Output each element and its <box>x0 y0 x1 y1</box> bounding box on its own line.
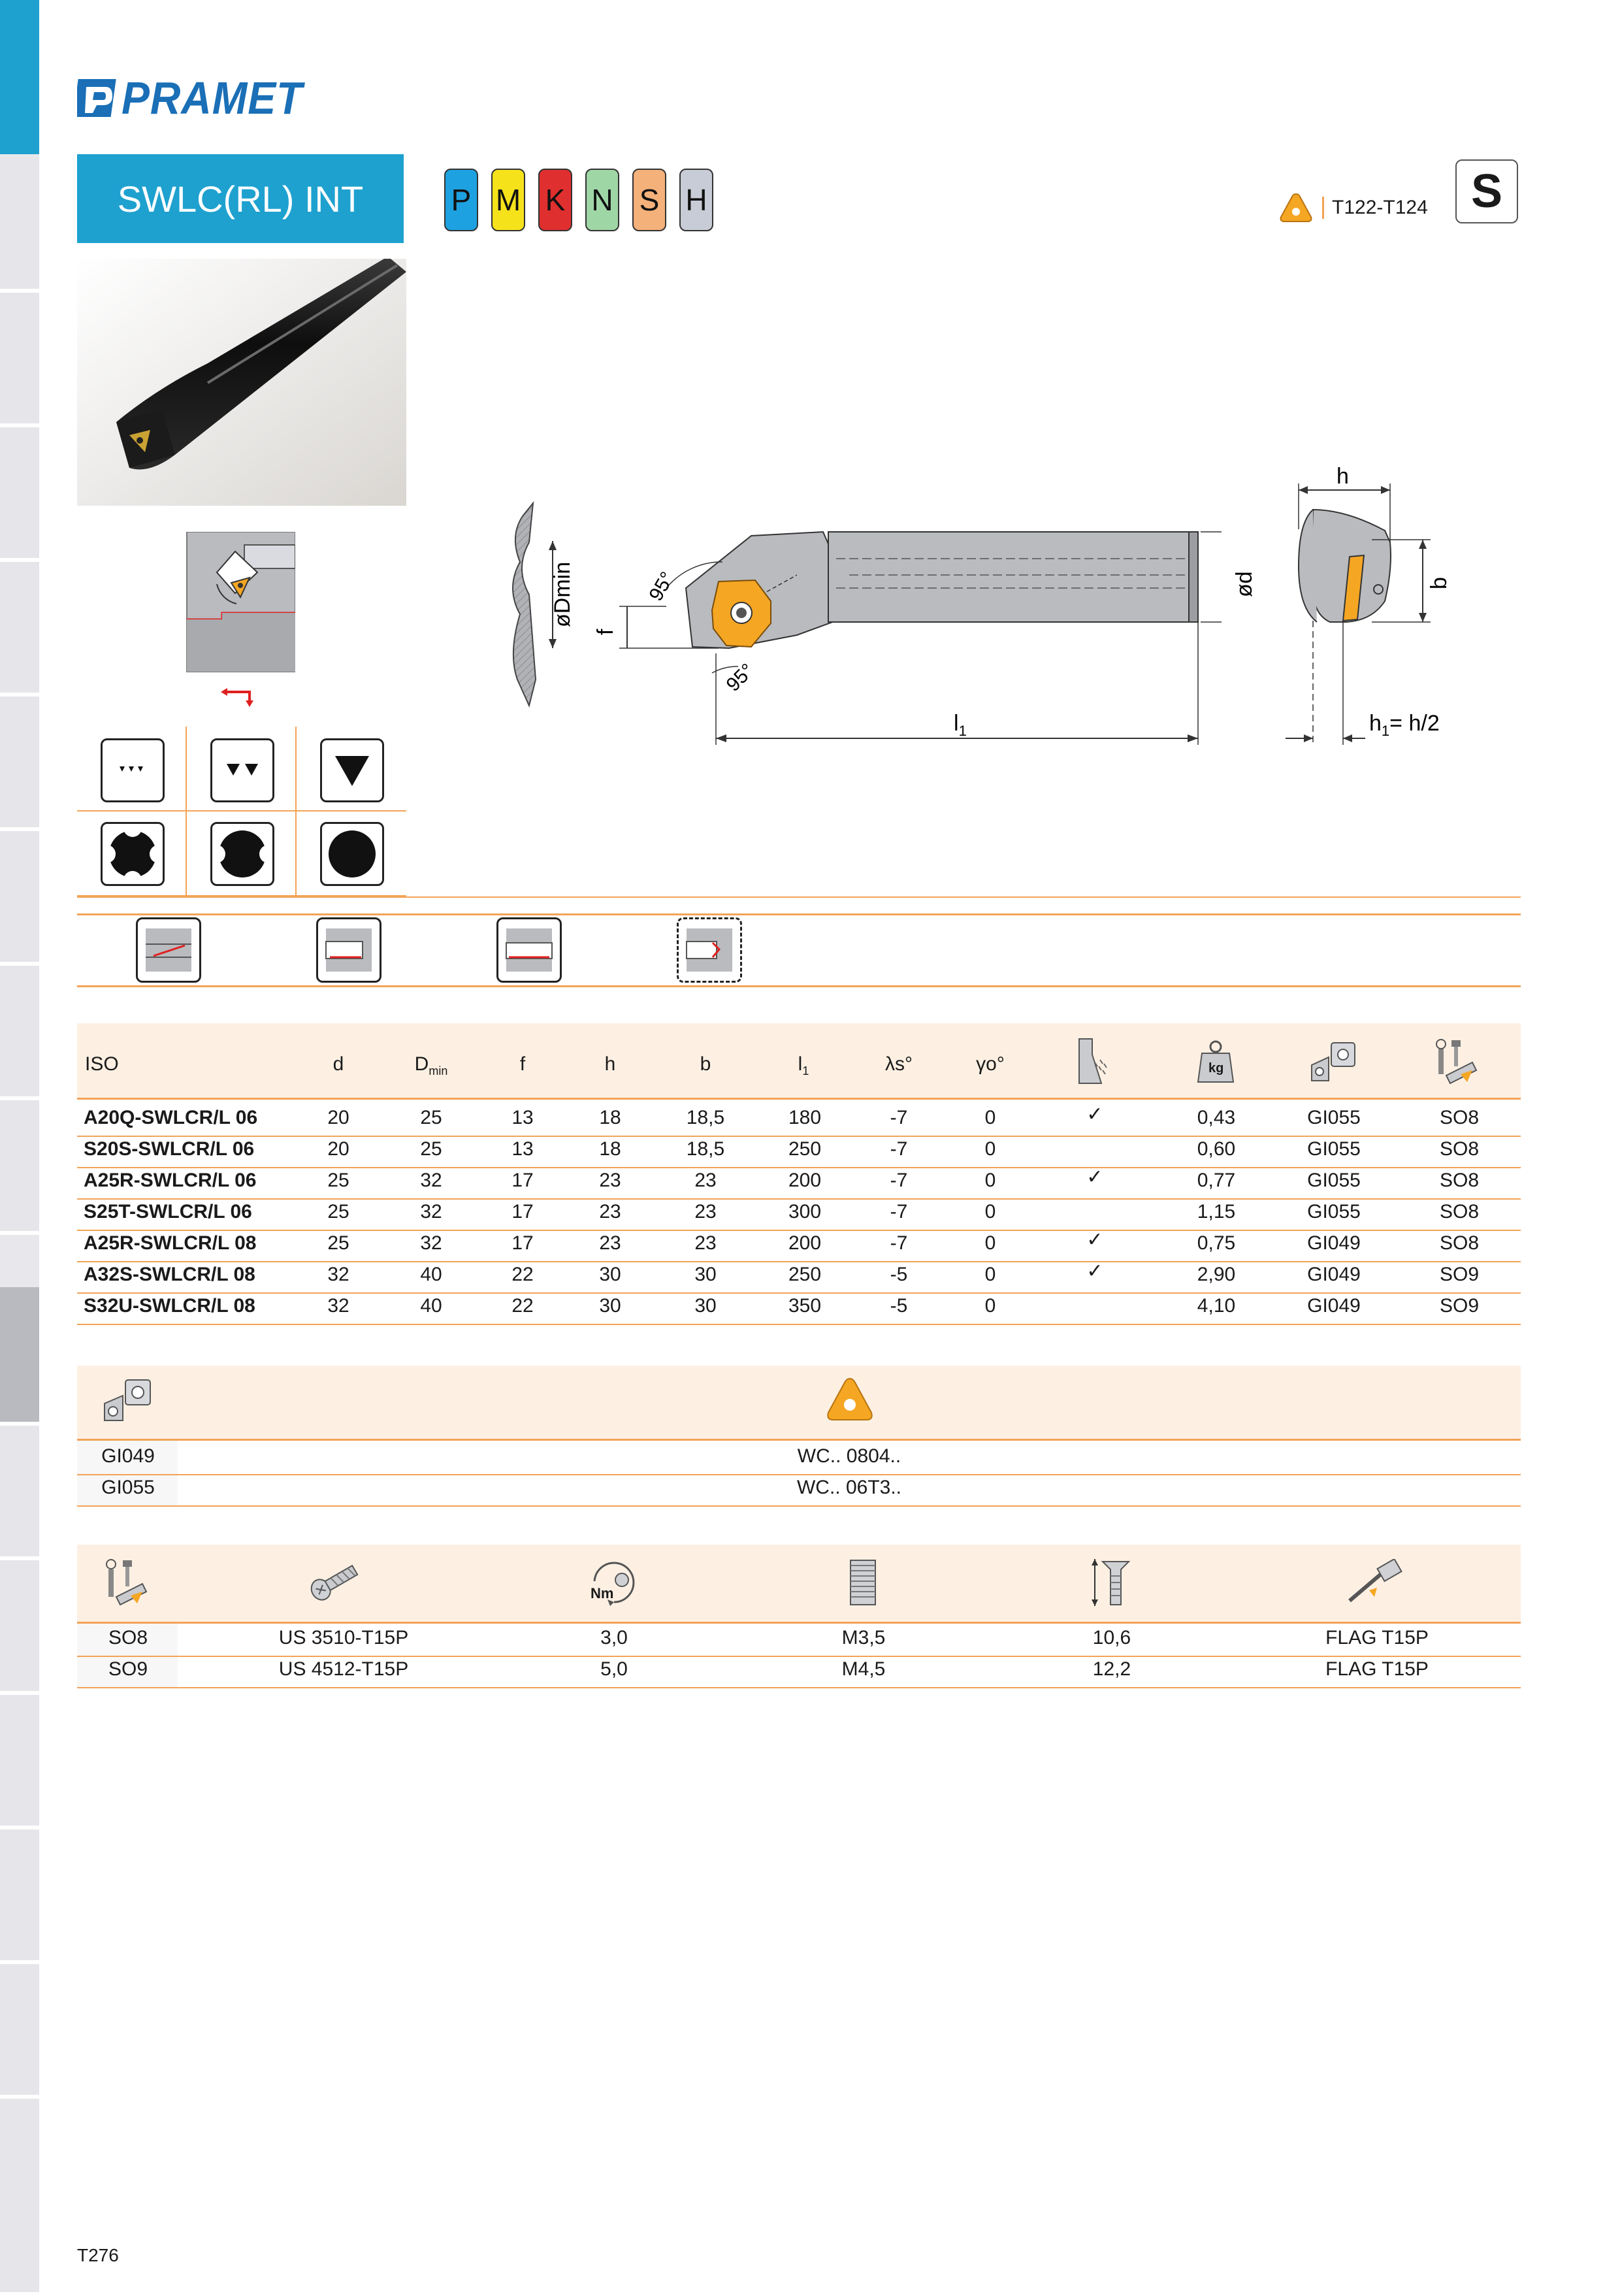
l1-label: l <box>954 711 959 736</box>
row-rule <box>77 1474 1521 1475</box>
pramet-logo-mark-icon <box>77 78 118 118</box>
row-rule <box>77 1292 1521 1294</box>
cell-b: 30 <box>694 1264 717 1285</box>
dmin-base: D <box>414 1053 429 1075</box>
cell-dmin: 25 <box>420 1107 442 1128</box>
material-tag-m <box>491 169 525 231</box>
product-title-box <box>77 154 404 243</box>
torque-value: 3,0 <box>600 1627 628 1648</box>
cell-l1: 350 <box>788 1295 822 1317</box>
cell-f: 17 <box>511 1232 534 1254</box>
material-tag-label: H <box>685 183 707 217</box>
trigon-insert-icon <box>1279 192 1313 223</box>
cell-h: 18 <box>599 1138 621 1160</box>
material-tag-label: M <box>495 183 521 217</box>
screw-icon <box>307 1559 362 1605</box>
grid-divider <box>186 727 187 896</box>
side-tab-strip <box>0 0 39 2292</box>
cell-kg: 0,43 <box>1197 1107 1236 1128</box>
side-tab[interactable] <box>0 1695 39 1829</box>
screw-designation[interactable]: US 3510-T15P <box>278 1627 409 1648</box>
cell-d: 32 <box>327 1264 349 1285</box>
technical-drawing <box>470 457 1489 758</box>
workpiece-section <box>513 503 536 706</box>
cell-lambda: -7 <box>890 1138 908 1160</box>
col-header-lambda: λs° <box>885 1053 913 1075</box>
row-rule <box>77 1324 1521 1325</box>
h-label: h <box>1336 464 1349 489</box>
cell-gi[interactable]: GI055 <box>1307 1138 1361 1160</box>
cell-coolant-check: ✓ <box>1086 1260 1103 1282</box>
cell-b: 23 <box>694 1232 717 1254</box>
cell-lambda: -5 <box>890 1295 908 1317</box>
cell-so[interactable]: SO8 <box>1439 1201 1480 1222</box>
side-tab[interactable] <box>0 562 39 697</box>
cell-dmin: 32 <box>420 1170 442 1191</box>
cell-gamma: 0 <box>984 1138 996 1160</box>
col-header-l1 <box>798 1053 809 1078</box>
brand-name: PRAMET <box>122 73 303 123</box>
cell-gamma: 0 <box>984 1107 996 1128</box>
cell-coolant-check: ✓ <box>1086 1229 1103 1251</box>
l1-base: l <box>798 1053 803 1075</box>
d-label: ød <box>1232 571 1257 597</box>
side-tab[interactable] <box>0 1100 39 1235</box>
row-rule <box>77 1230 1521 1231</box>
dmin-label: øDmin <box>550 561 575 627</box>
row-rule <box>77 1261 1521 1262</box>
cell-lambda: -7 <box>890 1201 908 1222</box>
insert-table-header <box>77 1366 1521 1439</box>
cell-kg: 0,77 <box>1197 1170 1236 1191</box>
cell-b: 30 <box>694 1295 717 1317</box>
cell-kg: 1,15 <box>1197 1201 1236 1222</box>
cell-dmin: 40 <box>420 1295 442 1317</box>
weight-icon <box>1197 1039 1235 1085</box>
cell-gi[interactable]: GI055 <box>1307 1201 1361 1222</box>
side-tab[interactable] <box>0 427 39 562</box>
insert-geometry-icon <box>102 1376 154 1426</box>
cell-gamma: 0 <box>984 1295 996 1317</box>
angle-top-label: 95° <box>645 568 679 605</box>
cell-kg: 0,60 <box>1197 1138 1236 1160</box>
col-header-f: f <box>519 1053 526 1075</box>
material-tag-label: S <box>639 183 660 217</box>
side-tab-active[interactable] <box>0 1287 39 1426</box>
col-header-iso: ISO <box>85 1053 119 1075</box>
cell-kg: 4,10 <box>1197 1295 1236 1317</box>
gi-code[interactable]: GI055 <box>101 1477 155 1498</box>
grid-divider <box>295 727 297 896</box>
cell-f: 17 <box>511 1170 534 1191</box>
separator <box>1322 197 1324 219</box>
tool-shank <box>828 532 1194 622</box>
cell-d: 25 <box>327 1170 349 1191</box>
col-header-d: d <box>332 1053 344 1075</box>
gi-code[interactable]: GI049 <box>101 1445 155 1467</box>
light-cut-icon <box>101 738 165 802</box>
l1-sub: 1 <box>802 1064 809 1077</box>
col-header-gamma: γo° <box>976 1053 1005 1075</box>
cell-f: 13 <box>511 1138 534 1160</box>
iso-code[interactable]: A25R-SWLCR/L 08 <box>84 1232 257 1254</box>
so-code[interactable]: SO8 <box>108 1627 148 1648</box>
cell-h: 23 <box>599 1232 621 1254</box>
side-tab[interactable] <box>0 158 39 293</box>
row-rule <box>77 1136 1521 1137</box>
material-tag-label: P <box>451 183 472 217</box>
insert-reference[interactable] <box>1279 189 1428 226</box>
cell-so[interactable]: SO9 <box>1439 1295 1480 1317</box>
torque-icon-label: Nm <box>591 1585 614 1601</box>
col-header-h: h <box>604 1053 616 1075</box>
iso-code[interactable]: A32S-SWLCR/L 08 <box>84 1264 255 1285</box>
cell-dmin: 32 <box>420 1201 442 1222</box>
side-tab[interactable] <box>0 293 39 427</box>
cell-gi[interactable]: GI055 <box>1307 1107 1361 1128</box>
cell-gamma: 0 <box>984 1170 996 1191</box>
angle-bottom-label: 95° <box>722 659 759 696</box>
thread-size: M4,5 <box>841 1658 886 1680</box>
screw-length-icon <box>1088 1556 1134 1609</box>
cell-d: 20 <box>327 1138 349 1160</box>
cell-d: 32 <box>327 1295 349 1317</box>
interrupted-cut-icon <box>101 822 165 886</box>
cell-l1: 250 <box>788 1264 822 1285</box>
cell-f: 17 <box>511 1201 534 1222</box>
side-tab[interactable] <box>0 1964 39 2099</box>
cell-l1: 180 <box>788 1107 822 1128</box>
col-header-b: b <box>700 1053 711 1075</box>
iso-code[interactable]: A25R-SWLCR/L 06 <box>84 1170 257 1191</box>
stepped-bore-icon <box>496 917 562 983</box>
h1-subscript: 1 <box>1381 723 1390 739</box>
cell-b: 23 <box>694 1170 717 1191</box>
page-number: T276 <box>77 2245 119 2265</box>
side-tab[interactable] <box>0 966 39 1100</box>
cell-kg: 2,90 <box>1197 1264 1236 1285</box>
cell-gamma: 0 <box>984 1232 996 1254</box>
material-tag-h <box>679 169 713 231</box>
cell-lambda: -7 <box>890 1107 908 1128</box>
cell-h: 23 <box>599 1201 621 1222</box>
series-letter-badge <box>1455 159 1518 223</box>
header-rule <box>77 1439 1521 1441</box>
side-tab[interactable] <box>0 831 39 966</box>
side-tab[interactable] <box>0 1560 39 1695</box>
row-rule <box>77 1167 1521 1168</box>
cell-l1: 300 <box>788 1201 822 1222</box>
insert-geometry-icon <box>1309 1039 1359 1086</box>
cell-b: 18,5 <box>686 1138 725 1160</box>
thread-icon <box>847 1558 879 1607</box>
side-tab[interactable] <box>0 1829 39 1964</box>
screw-length: 10,6 <box>1092 1627 1131 1648</box>
cell-gi[interactable]: GI055 <box>1307 1170 1361 1191</box>
cell-so[interactable]: SO8 <box>1439 1170 1480 1191</box>
header-rule <box>77 1622 1521 1624</box>
insert-designation[interactable]: WC.. 0804.. <box>797 1445 901 1467</box>
side-tab[interactable] <box>0 697 39 831</box>
partially-interrupted-cut-icon <box>210 822 274 886</box>
svg-text:l1 <box>954 711 967 739</box>
iso-code[interactable]: S32U-SWLCR/L 08 <box>84 1295 255 1317</box>
iso-code[interactable]: S20S-SWLCR/L 06 <box>84 1138 255 1160</box>
row-rule <box>77 1656 1521 1657</box>
material-tag-k <box>538 169 572 231</box>
cell-gi[interactable]: GI049 <box>1307 1232 1361 1254</box>
cell-l1: 250 <box>788 1138 822 1160</box>
torque-icon <box>587 1555 641 1610</box>
key-designation[interactable]: FLAG T15P <box>1325 1627 1429 1648</box>
cell-lambda: -7 <box>890 1232 908 1254</box>
product-title: SWLC(RL) INT <box>117 178 364 220</box>
brand-logo <box>77 73 319 123</box>
screw-designation[interactable]: US 4512-T15P <box>278 1658 409 1680</box>
h1-formula: = h/2 <box>1389 711 1440 736</box>
so-code[interactable]: SO9 <box>108 1658 148 1680</box>
h1-label: h <box>1369 711 1382 736</box>
cell-l1: 200 <box>788 1232 822 1254</box>
cell-coolant-check: ✓ <box>1086 1166 1103 1188</box>
product-photo <box>77 259 406 506</box>
row-rule <box>77 1198 1521 1200</box>
divider-line <box>77 913 1521 915</box>
cell-coolant-check: ✓ <box>1086 1104 1103 1125</box>
medium-cut-icon <box>210 738 274 802</box>
f-label: f <box>593 629 618 635</box>
back-face-icon <box>677 917 742 983</box>
material-tag-p <box>444 169 478 231</box>
torque-value: 5,0 <box>600 1658 628 1680</box>
cell-gi[interactable]: GI049 <box>1307 1295 1361 1317</box>
insert-reference-pages: T122-T124 <box>1332 197 1428 218</box>
cell-lambda: -5 <box>890 1264 908 1285</box>
material-tag-label: K <box>545 183 566 217</box>
cell-d: 25 <box>327 1232 349 1254</box>
material-tag-label: N <box>591 183 613 217</box>
cell-h: 30 <box>599 1295 621 1317</box>
cell-f: 13 <box>511 1107 534 1128</box>
l1-subscript: 1 <box>958 723 967 739</box>
spare-parts-icon <box>105 1556 152 1609</box>
material-tag-s <box>632 169 666 231</box>
cell-so[interactable]: SO8 <box>1439 1138 1480 1160</box>
insert-designation[interactable]: WC.. 06T3.. <box>796 1477 902 1498</box>
coolant-icon <box>1075 1036 1114 1086</box>
iso-code[interactable]: A20Q-SWLCR/L 06 <box>84 1107 258 1128</box>
cell-h: 23 <box>599 1170 621 1191</box>
iso-code[interactable]: S25T-SWLCR/L 06 <box>84 1201 252 1222</box>
blind-bore-icon <box>316 917 381 983</box>
cell-dmin: 40 <box>420 1264 442 1285</box>
cell-b: 18,5 <box>686 1107 725 1128</box>
row-rule <box>77 1687 1521 1688</box>
screw-length: 12,2 <box>1092 1658 1131 1680</box>
side-tab[interactable] <box>0 1426 39 1560</box>
thread-size: M3,5 <box>841 1627 886 1648</box>
cell-so[interactable]: SO8 <box>1439 1107 1480 1128</box>
row-rule <box>77 1505 1521 1507</box>
heavy-cut-icon <box>320 738 384 802</box>
cell-dmin: 25 <box>420 1138 442 1160</box>
trigon-insert-icon <box>824 1376 875 1423</box>
dmin-sub: min <box>429 1064 448 1077</box>
header-rule <box>77 1098 1521 1100</box>
cell-gi[interactable]: GI049 <box>1307 1264 1361 1285</box>
key-icon <box>1346 1559 1404 1605</box>
spare-table-header <box>77 1545 1521 1622</box>
b-label: b <box>1427 577 1451 589</box>
active-tab-marker <box>0 0 39 154</box>
divider-line <box>77 896 1521 898</box>
side-tab[interactable] <box>0 2099 39 2296</box>
material-tag-n <box>585 169 619 231</box>
series-letter: S <box>1470 165 1503 218</box>
cell-h: 30 <box>599 1264 621 1285</box>
cell-lambda: -7 <box>890 1170 908 1191</box>
grid-divider <box>77 810 406 812</box>
weight-icon-label: kg <box>1208 1061 1224 1075</box>
cell-so[interactable]: SO8 <box>1439 1232 1480 1254</box>
cell-b: 23 <box>694 1201 717 1222</box>
cell-d: 25 <box>327 1201 349 1222</box>
cell-l1: 200 <box>788 1170 822 1191</box>
col-header-dmin <box>415 1053 448 1078</box>
spare-parts-icon <box>1434 1036 1480 1086</box>
cell-d: 20 <box>327 1107 349 1128</box>
through-bore-icon <box>136 917 201 983</box>
condition-icons-grid <box>77 727 406 896</box>
key-designation[interactable]: FLAG T15P <box>1325 1658 1429 1680</box>
continuous-cut-icon <box>320 822 384 886</box>
cell-f: 22 <box>511 1295 534 1317</box>
cell-gamma: 0 <box>984 1264 996 1285</box>
divider-line <box>77 985 1521 987</box>
cell-kg: 0,75 <box>1197 1232 1236 1254</box>
cell-dmin: 32 <box>420 1232 442 1254</box>
cutting-scheme <box>184 532 295 708</box>
cell-f: 22 <box>511 1264 534 1285</box>
svg-text:h1= h/2 <box>1369 711 1440 739</box>
cell-gamma: 0 <box>984 1201 996 1222</box>
cell-h: 18 <box>599 1107 621 1128</box>
cell-so[interactable]: SO9 <box>1439 1264 1480 1285</box>
